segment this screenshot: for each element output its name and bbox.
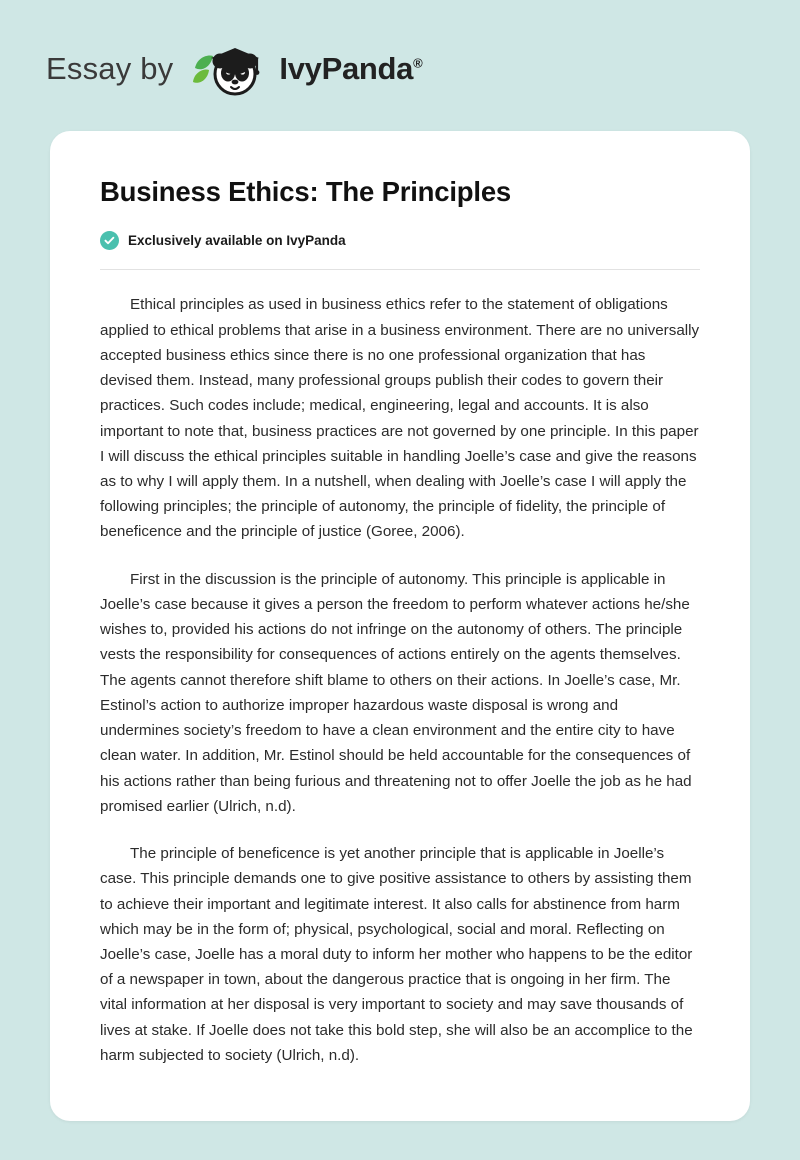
ivypanda-logo[interactable] <box>187 38 422 100</box>
exclusive-label: Exclusively available on IvyPanda <box>128 233 346 249</box>
check-circle-icon <box>100 231 119 250</box>
brand-name <box>279 51 422 87</box>
brand-name-text: IvyPanda <box>279 51 414 86</box>
article-body <box>100 292 700 1068</box>
page-title: Business Ethics: The Principles <box>100 176 512 207</box>
panda-graduate-icon <box>187 38 273 100</box>
essay-by-label: Essay by <box>46 51 174 86</box>
paragraph: First in the discussion is the principle of autonomy. This principle is applicable in Joelle’s case because it gives a person the freedom to perform whatever actions he/she wishes to, provided his actions do not infringe on the autonomy of others. The principle vests the responsibility for consequences of actions entirely on the agents themselves. The agents cannot therefore shift blame to others on their actions. In Joelle’s case, Mr. Estinol’s action to authorize improper hazardous waste disposal is wrong and undermines society’s freedom to have a clean environment and the entire city to have clean water. In addition, Mr. Estinol should be held accountable for the consequences of his actions rather than being furious and threatening not to offer Joelle the job as he had promised earlier (Ulrich, n.d). <box>100 570 692 815</box>
exclusive-badge <box>100 231 700 250</box>
title-divider <box>100 269 700 270</box>
document-card <box>50 131 750 1121</box>
registered-mark: ® <box>413 55 423 71</box>
paragraph: Ethical principles as used in business ethics refer to the statement of obligations applied to ethical problems that arise in a business environment. There are no universally accepted business ethics since there is no one professional organization that has devised them. Instead, many professional groups publish their codes to govern their practices. Such codes include; medical, engineering, legal and accounts. It is also important to note that, business practices are not governed by one principle. In this paper I will discuss the ethical principles suitable in handling Joelle’s case and give the reasons as to why I will apply them. In a nutshell, when dealing with Joelle’s case I will apply the following principles; the principle of autonomy, the principle of fidelity, the principle of beneficence and the principle of justice (Goree, 2006). <box>100 296 700 541</box>
paragraph: The principle of beneficence is yet another principle that is applicable in Joelle’s case. This principle demands one to give positive assistance to others by assisting them to achieve their important and legitimate interest. It also calls for abstinence from harm which may be in the form of; physical, psychological, social and moral. Reflecting on Joelle’s case, Joelle has a moral duty to inform her mother who happens to be the editor of a newspaper in town, about the dangerous practice that is ongoing in her firm. The vital information at her disposal is very important to society and may save thousands of lives at stake. If Joelle does not take this bold step, she will also be an accomplice to the harm subjected to society (Ulrich, n.d). <box>100 845 693 1064</box>
site-header <box>0 0 800 100</box>
